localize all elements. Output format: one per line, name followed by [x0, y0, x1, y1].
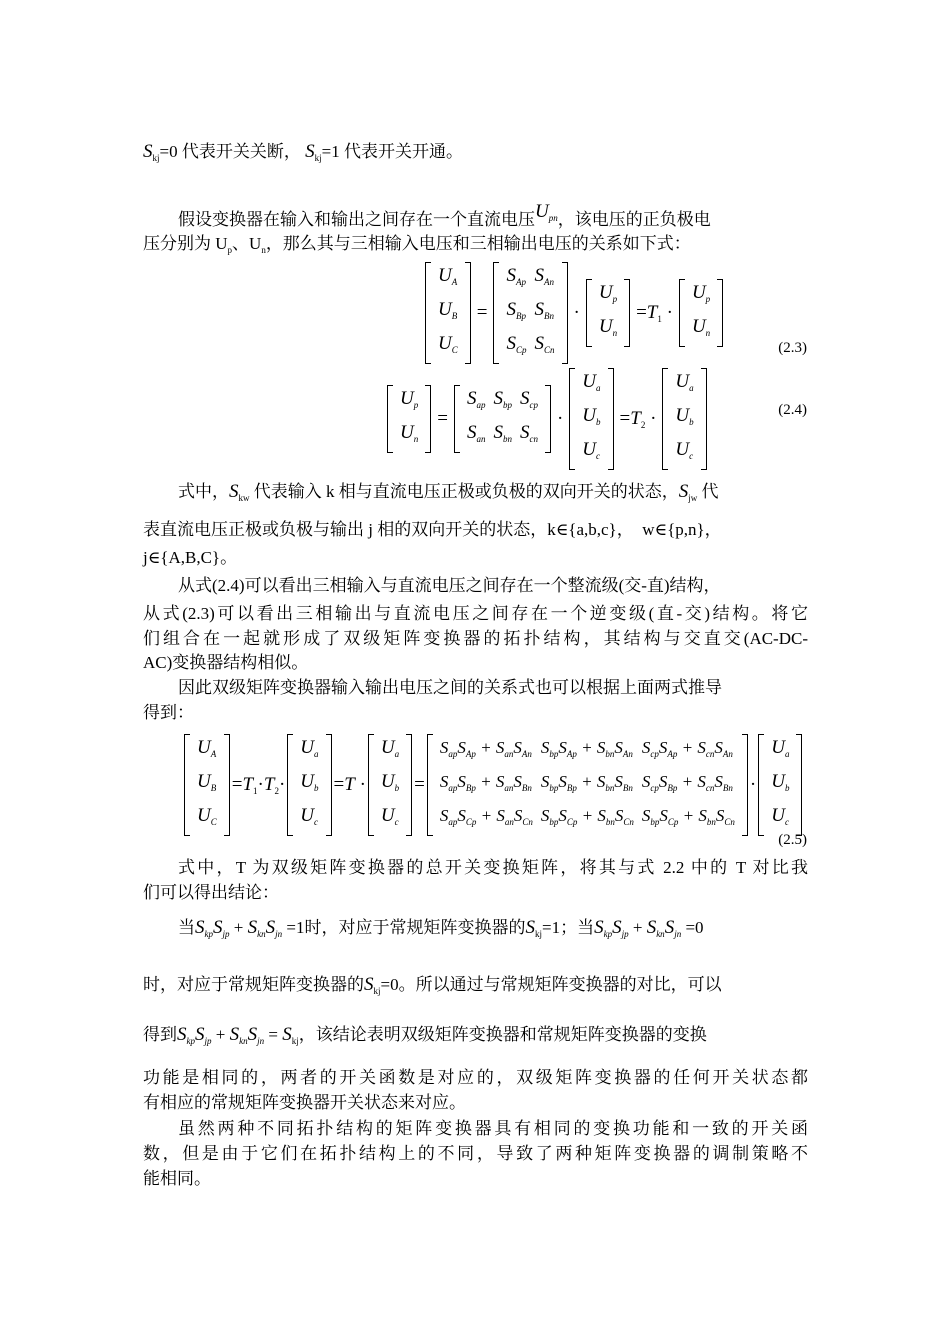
paragraph-5-line-1: 因此双级矩阵变换器输入输出电压之间的关系式也可以根据上面两式推导 — [178, 678, 722, 697]
equation-number-2-4: (2.4) — [778, 402, 807, 418]
paragraph-4-line-3: 们组合在一起就形成了双级矩阵变换器的拓扑结构，其结构与交直交(AC-DC- — [143, 629, 808, 648]
paragraph-3-line-3: j∈{A,B,C}。 — [143, 548, 238, 567]
paragraph-4-line-1: 从式(2.4)可以看出三相输入与直流电压之间存在一个整流级(交-直)结构， — [178, 576, 721, 595]
paragraph-3-line-1: 式中，$S_{kw}$ 代表输入 k 相与直流电压正极或负极的双向开关的状态，$S_{jw}$ 代 — [178, 481, 719, 503]
paragraph-8-line-2: 数，但是由于它们在拓扑结构上的不同，导致了两种矩阵变换器的调制策略不 — [143, 1144, 808, 1163]
paragraph-7-line-3: 得到$S_{kp}S_{jp} + S_{kn}S_{jn} = S_{kj}$，该结论表明双级矩阵变换器和常规矩阵变换器的变换 — [143, 1024, 707, 1046]
equation-2-5: $U_A$ $U_B$ $U_C$ $=T_1\cdot T_2\cdot$ $U_a$ $U_b$ $U_c$ =T · $U_a$ $U_b$ $U_c$ = $S_{ap}S_{Ap} + S_{an}S_{An}$ $S_{bp}S_{Ap} + S_{bn}S_{An}$ $S_{cp}S_{Ap} + S_{cn}S_{An}$ $S_{ap}S_{Bp} + S_{an}S_{Bn}$ $S_{bp}S_{Bp} + S_{bn}S_{Bn}$ $S_{cp}S_{Bp} + S_{cn}S_{Bn}$ $S_{ap}S_{Cp} + S_{an}S_{Cn}$ $S_{bp}S_{Cp} + S_{bn}S_{Cn}$ $S_{bp}S_{Cp} + S_{bn}S_{Cn}$ · $U_a$ $U_b$ $U_c$ — [184, 734, 802, 836]
equation-number-2-5: (2.5) — [778, 832, 807, 848]
paragraph-2-line-1: 假设变换器在输入和输出之间存在一个直流电压$U^{pn}$，该电压的正负极电 — [178, 201, 711, 229]
paragraph-7-line-4: 功能是相同的，两者的开关函数是对应的，双级矩阵变换器的任何开关状态都 — [143, 1068, 808, 1087]
equation-2-3: $U_A$ $U_B$ $U_C$ = $S_{Ap}$ $S_{An}$ $S_{Bp}$ $S_{Bn}$ $S_{Cp}$ $S_{Cn}$ · $U_p$ $U_n$ $=T_1$ · $U_p$ $U_n$ — [425, 262, 723, 364]
paragraph-5-line-2: 得到： — [143, 703, 194, 722]
paragraph-4-line-2: 从式(2.3)可以看出三相输出与直流电压之间存在一个逆变级(直-交)结构。将它 — [143, 604, 808, 623]
paragraph-3-line-2: 表直流电压正极或负极与输出 j 相的双向开关的状态，k∈{a,b,c}， w∈{p,n}， — [143, 520, 722, 539]
equation-2-4: $U_p$ $U_n$ = $S_{ap}$ $S_{bp}$ $S_{cp}$ $S_{an}$ $S_{bn}$ $S_{cn}$ · $U_a$ $U_b$ $U_c$ $=T_2$ · $U_a$ $U_b$ $U_c$ — [387, 368, 707, 470]
paragraph-4-line-4: AC)变换器结构相似。 — [143, 653, 309, 672]
paragraph-7-line-5: 有相应的常规矩阵变换器开关状态来对应。 — [143, 1093, 466, 1112]
paragraph-6-line-1: 式中，T 为双级矩阵变换器的总开关变换矩阵，将其与式 2.2 中的 T 对比我 — [178, 858, 808, 877]
paragraph-1: $S_{kj}=0$ 代表开关关断， $S_{kj}=1$ 代表开关开通。 — [143, 141, 463, 163]
paragraph-8-line-1: 虽然两种不同拓扑结构的矩阵变换器具有相同的变换功能和一致的开关函 — [178, 1119, 808, 1138]
paragraph-7-line-2: 时，对应于常规矩阵变换器的$S_{kj}=0$。所以通过与常规矩阵变换器的对比，可以 — [143, 974, 722, 996]
equation-number-2-3: (2.3) — [778, 340, 807, 356]
paragraph-8-line-3: 能相同。 — [143, 1169, 211, 1188]
paragraph-2-line-2: 压分别为 $U_p$、$U_n$，那么其与三相输入电压和三相输出电压的关系如下式： — [143, 234, 691, 255]
paragraph-6-line-2: 们可以得出结论： — [143, 883, 279, 902]
paragraph-7-line-1: 当$S_{kp}S_{jp} + S_{kn}S_{jn} =1$时，对应于常规矩阵变换器的$S_{kj}=1$；当$S_{kp}S_{jp} + S_{kn}S_{jn} =0$ — [178, 917, 704, 939]
